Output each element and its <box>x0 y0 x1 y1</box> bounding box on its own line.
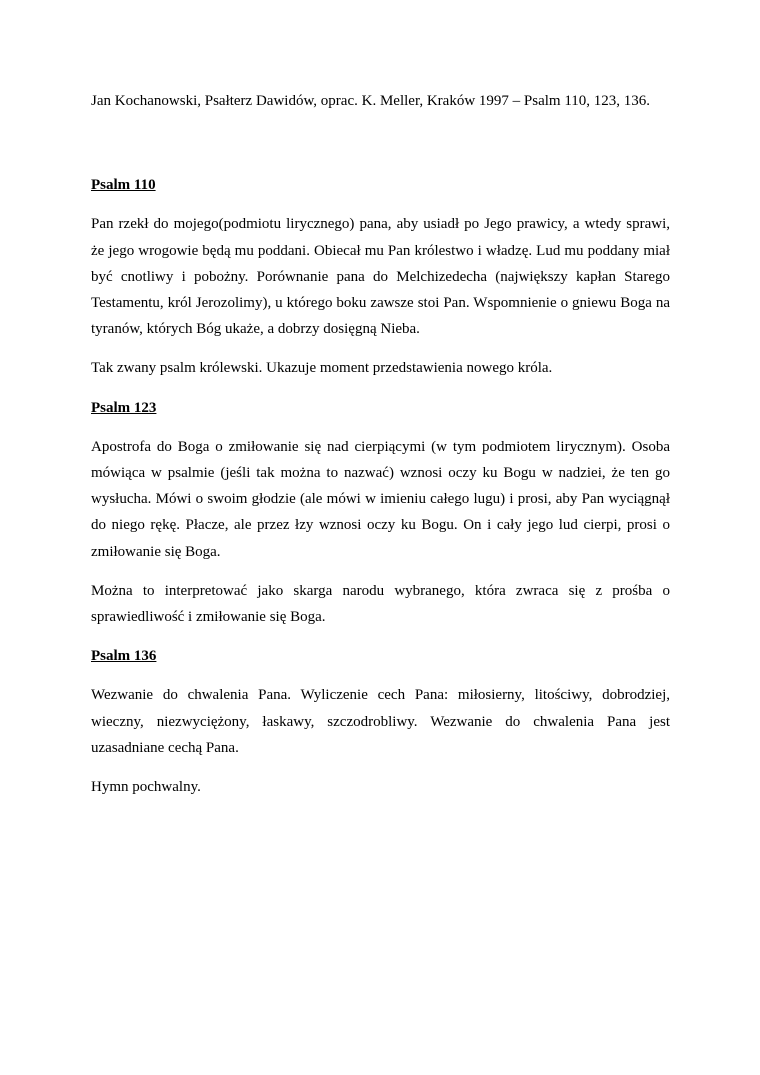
section-psalm-136 <box>91 643 670 800</box>
citation-line: Jan Kochanowski, Psałterz Dawidów, oprac. K. Meller, Kraków 1997 – Psalm 110, 123, 136. <box>91 93 651 109</box>
document-page <box>91 88 670 813</box>
section-paragraph: Można to interpretować jako skarga narodu wybranego, która zwraca się z prośba o sprawiedliwość i zmiłowanie się Boga. <box>91 582 670 626</box>
section-heading: Psalm 110 <box>91 177 156 194</box>
section-paragraph: Apostrofa do Boga o zmiłowanie się nad cierpiącymi (w tym podmiotem lirycznym). Osoba mówiąca w psalmie (jeśli tak można to nazwać) wznosi oczy ku Bogu w nadziei, że ten go wysłucha. Mówi o swoim głodzie (ale mówi w imieniu całego lugu) i prosi, aby Pan wyciągnął do niego rękę. Płacze, ale przez łzy wznosi oczy ku Bogu. On i cały jego lud cierpi, prosi o zmiłowanie się Boga. <box>91 438 670 560</box>
section-paragraph: Hymn pochwalny. <box>91 779 201 796</box>
section-heading: Psalm 123 <box>91 399 157 416</box>
section-paragraph: Pan rzekł do mojego(podmiotu lirycznego) pana, aby usiadł po Jego prawicy, a wtedy sprawi, że jego wrogowie będą mu poddani. Obiecał mu Pan królestwo i władzę. Lud mu poddany miał być cnotliwy i pobożny. Porównanie pana do Melchizedecha (największy kapłan Starego Testamentu, król Jerozolimy), u którego boku zawsze stoi Pan. Wspomnienie o gniewu Boga na tyranów, których Bóg ukaże, a dobrzy dosięgną Nieba. <box>91 216 670 338</box>
section-paragraph: Wezwanie do chwalenia Pana. Wyliczenie cech Pana: miłosierny, litościwy, dobrodziej, wieczny, niezwyciężony, łaskawy, szczodrobliwy. Wezwanie do chwalenia Pana jest uzasadniane cechą Pana. <box>91 687 670 756</box>
section-psalm-123 <box>91 395 670 631</box>
section-paragraph: Tak zwany psalm królewski. Ukazuje moment przedstawienia nowego króla. <box>91 360 553 377</box>
section-heading: Psalm 136 <box>91 648 157 665</box>
section-psalm-110 <box>91 172 670 381</box>
